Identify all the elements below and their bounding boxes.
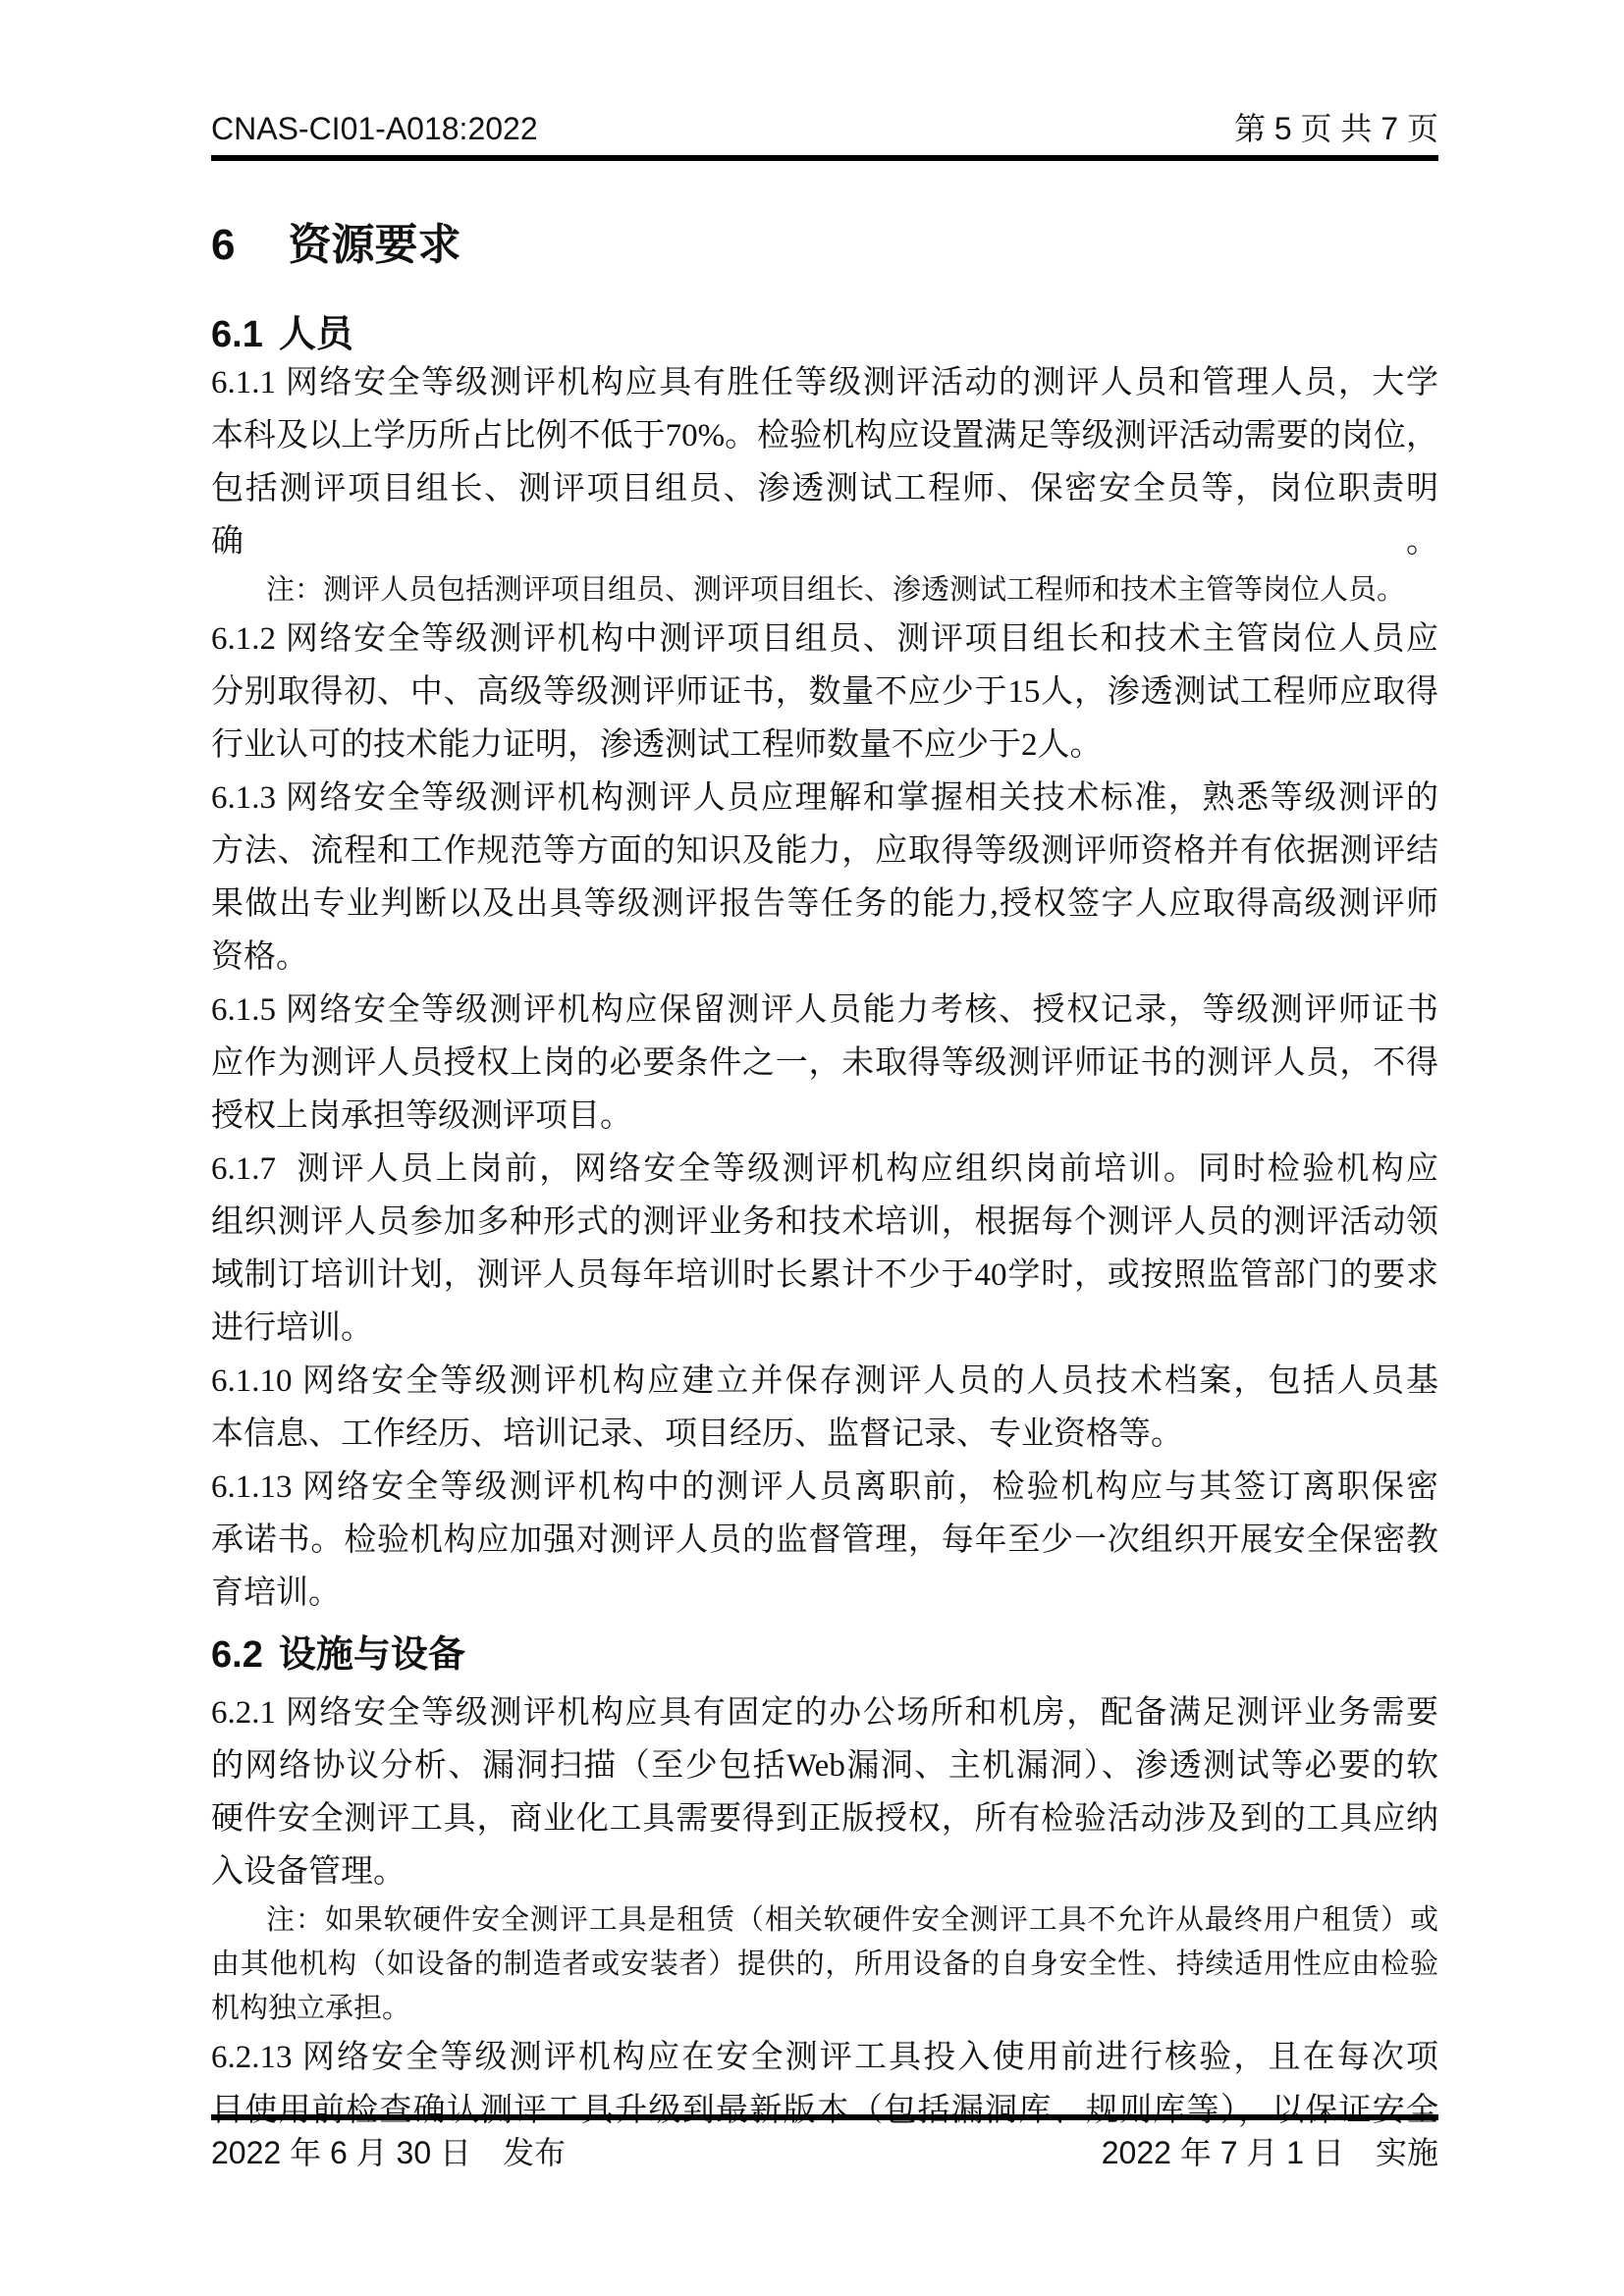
text-line: 育培训。 (211, 1575, 341, 1611)
text-line: 本科及以上学历所占比例不低于70%。检验机构应设置满足等级测评活动需要的岗位， (211, 418, 1438, 454)
paragraph (211, 984, 1438, 1143)
text-line: 包括测评项目组长、测评项目组员、渗透测试工程师、保密安全员等，岗位职责明确。 (211, 471, 1438, 560)
page-content (211, 161, 1438, 2137)
text-line: 6.1.1 网络安全等级测评机构应具有胜任等级测评活动的测评人员和管理人员，大学 (211, 365, 1438, 400)
text-line: 的网络协议分析、漏洞扫描（至少包括Web漏洞、主机漏洞）、渗透测试等必要的软 (211, 1748, 1438, 1784)
text-line: 注：测评人员包括测评项目组员、测评项目组长、渗透测试工程师和技术主管等岗位人员。 (266, 574, 1406, 606)
text-line: 分别取得初、中、高级等级测评师证书，数量不应少于15人，渗透测试工程师应取得 (211, 674, 1438, 710)
subsection-title-text: 人员 (278, 314, 353, 355)
section-title-text: 资源要求 (288, 221, 461, 269)
text-line: 承诺书。检验机构应加强对测评人员的监督管理，每年至少一次组织开展安全保密教 (211, 1522, 1438, 1558)
text-line: 6.1.10 网络安全等级测评机构应建立并保存测评人员的人员技术档案，包括人员基 (211, 1363, 1438, 1399)
text-line: 6.1.3 网络安全等级测评机构测评人员应理解和掌握相关技术标准，熟悉等级测评的 (211, 780, 1438, 816)
footer-issue-date: 2022 年 6 月 30 日 发布 (211, 2135, 567, 2170)
text-line: 入设备管理。 (211, 1854, 406, 1890)
text-line: 授权上岗承担等级测评项目。 (211, 1098, 632, 1134)
page-header (211, 0, 1438, 161)
text-line: 果做出专业判断以及出具等级测评报告等任务的能力,授权签字人应取得高级测评师 (211, 886, 1438, 922)
text-line: 6.2.1 网络安全等级测评机构应具有固定的办公场所和机房，配备满足测评业务需要 (211, 1695, 1438, 1731)
paragraph (211, 1686, 1438, 1898)
text-line: 6.1.2 网络安全等级测评机构中测评项目组员、测评项目组长和技术主管岗位人员应 (211, 621, 1438, 657)
text-line: 资格。 (211, 939, 308, 975)
text-line: 本信息、工作经历、培训记录、项目经历、监督记录、专业资格等。 (211, 1416, 1183, 1452)
text-line: 6.1.5 网络安全等级测评机构应保留测评人员能力考核、授权记录，等级测评师证书 (211, 992, 1438, 1028)
note-paragraph (211, 1898, 1438, 2031)
text-line: 应作为测评人员授权上岗的必要条件之一，未取得等级测评师证书的测评人员，不得 (211, 1045, 1438, 1081)
page-footer (211, 2114, 1438, 2171)
text-line: 6.2.13 网络安全等级测评机构应在安全测评工具投入使用前进行核验，且在每次项 (211, 2040, 1438, 2075)
text-line: 机构独立承担。 (211, 1993, 411, 2024)
text-line: 方法、流程和工作规范等方面的知识及能力，应取得等级测评师资格并有依据测评结 (211, 833, 1438, 869)
section-number: 6 (211, 221, 236, 269)
footer-implement-date: 2022 年 7 月 1 日 实施 (1101, 2135, 1438, 2170)
paragraph (211, 1461, 1438, 1620)
doc-body (211, 313, 1438, 2137)
subsection-heading (211, 1633, 1438, 1677)
subsection-title-text: 设施与设备 (278, 1634, 465, 1676)
text-line: 6.1.7 测评人员上岗前，网络安全等级测评机构应组织岗前培训。同时检验机构应 (211, 1151, 1438, 1187)
text-line: 6.1.13 网络安全等级测评机构中的测评人员离职前，检验机构应与其签订离职保密 (211, 1469, 1438, 1505)
subsection-number: 6.2 (211, 1634, 263, 1676)
section-title (211, 222, 1438, 269)
paragraph (211, 613, 1438, 772)
paragraph (211, 772, 1438, 984)
page-number: 第 5 页 共 7 页 (1233, 111, 1438, 146)
text-line: 行业认可的技术能力证明，渗透测试工程师数量不应少于2人。 (211, 727, 1103, 763)
paragraph (211, 356, 1438, 568)
text-line: 组织测评人员参加多种形式的测评业务和技术培训，根据每个测评人员的测评活动领 (211, 1204, 1438, 1240)
paragraph (211, 1355, 1438, 1461)
text-line: 由其他机构（如设备的制造者或安装者）提供的，所用设备的自身安全性、持续适用性应由检验 (211, 1949, 1438, 1980)
text-line: 进行培训。 (211, 1310, 373, 1346)
subsection-heading (211, 313, 1438, 356)
note-paragraph (211, 568, 1438, 613)
text-line: 硬件安全测评工具，商业化工具需要得到正版授权，所有检验活动涉及到的工具应纳 (211, 1801, 1438, 1837)
text-line: 域制订培训计划，测评人员每年培训时长累计不少于40学时，或按照监管部门的要求 (211, 1257, 1438, 1293)
subsection-number: 6.1 (211, 314, 263, 355)
text-line: 注：如果软硬件安全测评工具是租赁（相关软硬件安全测评工具不允许从最终用户租赁）或 (266, 1904, 1438, 1936)
doc-code: CNAS-CI01-A018:2022 (211, 111, 538, 146)
text-line: 目使用前检查确认测评工具升级到最新版本（包括漏洞库、规则库等），以保证安全 (211, 2093, 1438, 2128)
paragraph (211, 1143, 1438, 1355)
